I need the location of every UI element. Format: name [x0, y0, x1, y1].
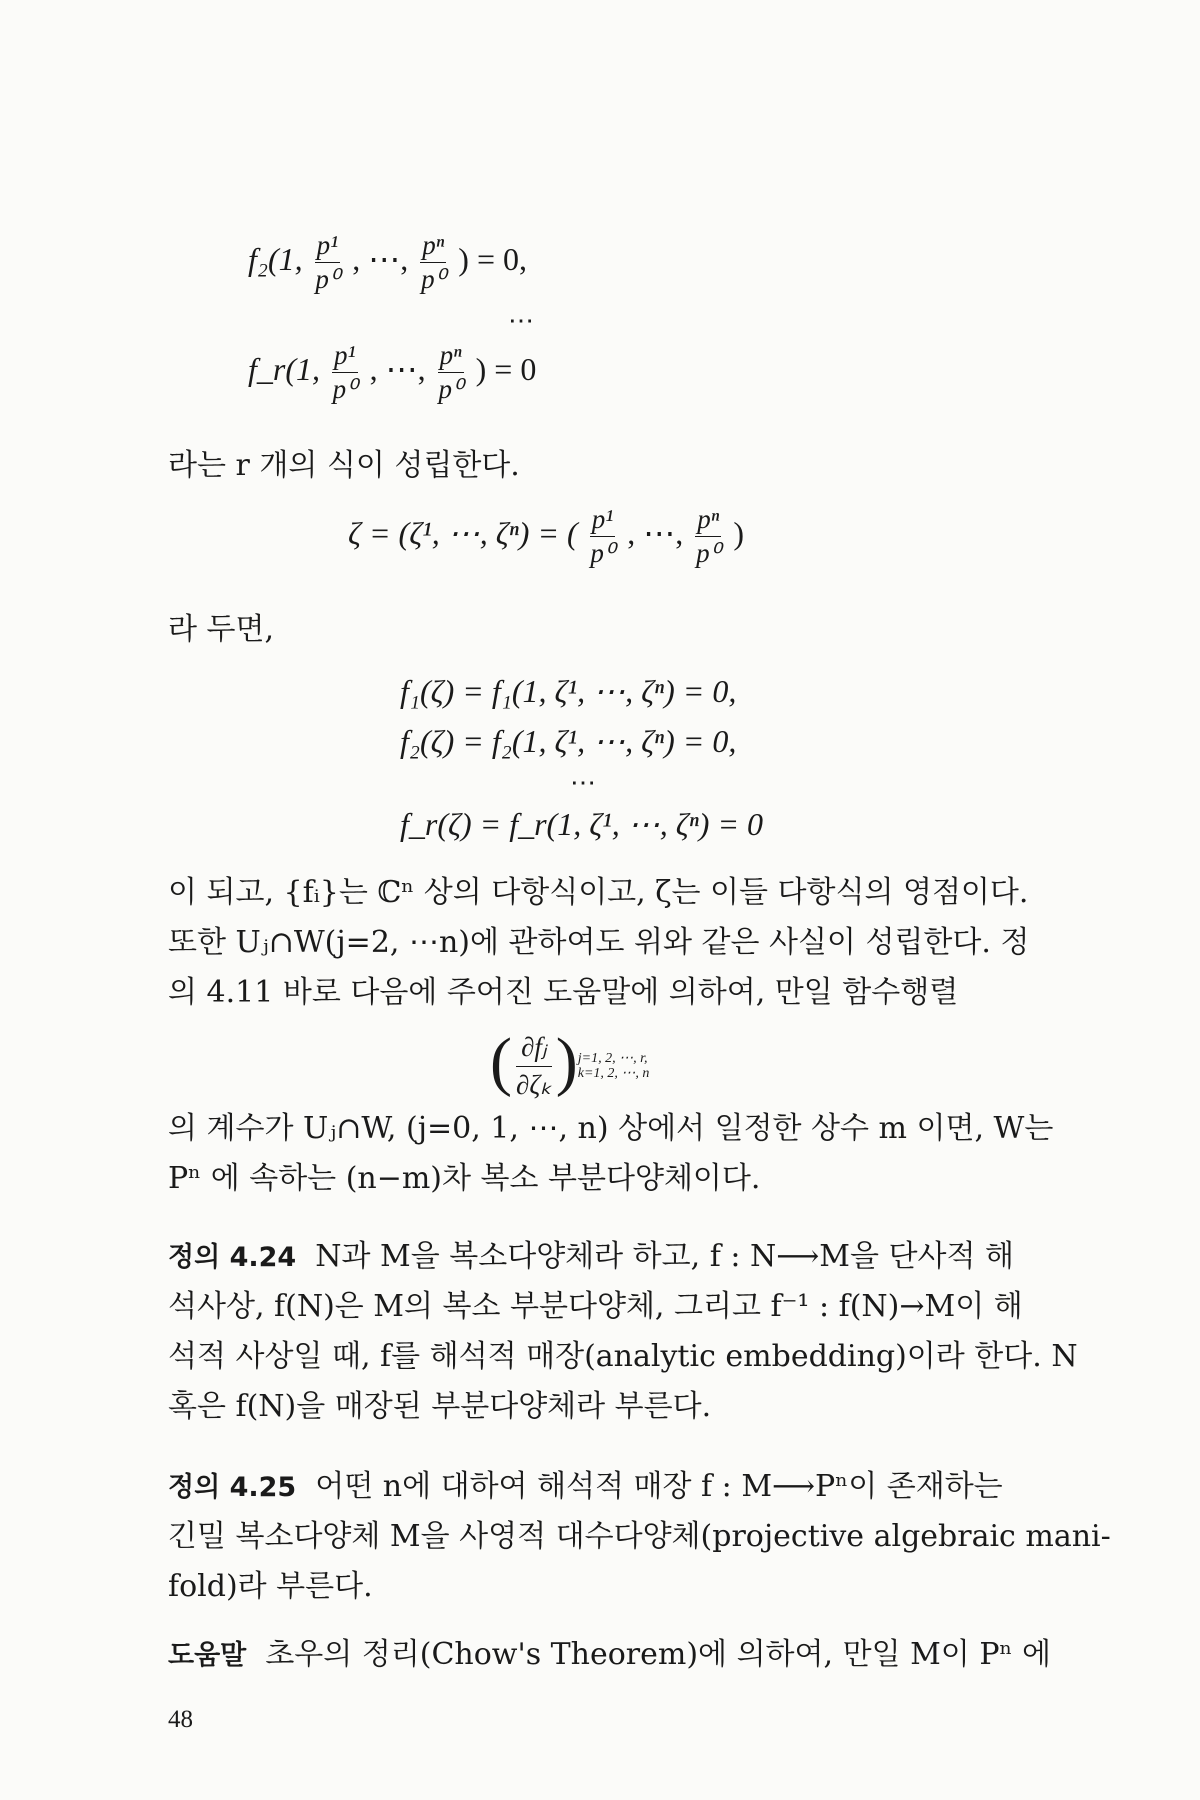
definition-4-25-line-2: 긴밀 복소다양체 M을 사영적 대수다양체(projective algebraic mani- — [168, 1519, 1111, 1554]
definition-4-24-line-1: 정의 4.24 N과 M을 복소다양체라 하고, f : N⟶M을 단사적 해 — [168, 1239, 1014, 1274]
text-paragraph-1: 라는 r 개의 식이 성립한다. — [168, 448, 520, 483]
definition-label: 정의 4.24 — [168, 1242, 297, 1273]
definition-4-24-line-4: 혹은 f(N)을 매장된 부분다양체라 부른다. — [168, 1389, 712, 1424]
fraction: $\frac{\text{p¹}}{\text{p⁰}}$ — [590, 504, 615, 568]
definition-4-24-line-3: 석적 사상일 때, f를 해석적 매장(analytic embedding)이라 한다. N — [168, 1339, 1078, 1374]
fraction: $\frac{\text{pⁿ}}{\text{p⁰}}$ — [696, 504, 721, 568]
fraction: $\frac{\text{p¹}}{\text{p⁰}}$ — [332, 340, 357, 404]
text-paragraph-3-line-3: 의 4.11 바로 다음에 주어진 도움말에 의하여, 만일 함수행렬 — [168, 975, 959, 1010]
system-line-4: f_r(ζ) = f_r(1, ζ¹, ⋯, ζⁿ) = 0 — [400, 806, 764, 842]
system-ellipsis: ⋯ — [570, 768, 598, 798]
text-paragraph-2: 라 두면, — [168, 612, 275, 647]
remark-label: 도움말 — [168, 1640, 247, 1671]
definition-4-24-line-2: 석사상, f(N)은 M의 복소 부분다양체, 그리고 f⁻¹ : f(N)→M이 해 — [168, 1289, 1023, 1324]
jacobian-matrix: ( $\frac{\text{∂fⱼ}}{\text{∂ζₖ}}$ )j=1, 2, ⋯, r, k=1, 2, ⋯, n — [490, 1025, 650, 1100]
matrix-index: j=1, 2, ⋯, r, k=1, 2, ⋯, n — [577, 1050, 650, 1081]
definition-4-25-line-1: 정의 4.25 어떤 n에 대하여 해석적 매장 f : M⟶Pⁿ이 존재하는 — [168, 1469, 1003, 1504]
fraction: $\frac{\text{pⁿ}}{\text{p⁰}}$ — [421, 230, 446, 294]
text-paragraph-4-line-2: Pⁿ 에 속하는 (n−m)차 복소 부분다양체이다. — [168, 1161, 761, 1196]
fraction: $\frac{\text{pⁿ}}{\text{p⁰}}$ — [438, 340, 463, 404]
system-line-1: f₁(ζ) = f₁(1, ζ¹, ⋯, ζⁿ) = 0, — [400, 673, 737, 709]
text-paragraph-4-line-1: 의 계수가 Uⱼ∩W, (j=0, 1, ⋯, n) 상에서 일정한 상수 m 이면, W는 — [168, 1111, 1054, 1146]
remark-line: 도움말 초우의 정리(Chow's Theorem)에 의하여, 만일 M이 Pⁿ 에 — [168, 1637, 1051, 1672]
definition-label: 정의 4.25 — [168, 1472, 297, 1503]
text-paragraph-3-line-1: 이 되고, {fᵢ}는 ℂⁿ 상의 다항식이고, ζ는 이들 다항식의 영점이다. — [168, 875, 1029, 910]
text-paragraph-3-line-2: 또한 Uⱼ∩W(j=2, ⋯n)에 관하여도 위와 같은 사실이 성립한다. 정 — [168, 925, 1030, 960]
equation-f2: f₂(1, $\frac{\text{p¹}}{\text{p⁰}}$ , ⋯, $\frac{\text{pⁿ}}{\text{p⁰}}$ ) = 0, — [248, 230, 527, 294]
definition-4-25-line-3: fold)라 부른다. — [168, 1569, 373, 1604]
equation-zeta: ζ = (ζ¹, ⋯, ζⁿ) = ( $\frac{\text{p¹}}{\text{p⁰}}$ , ⋯, $\frac{\text{pⁿ}}{\text{p⁰}}$ ) — [348, 504, 744, 568]
vertical-ellipsis: ⋯ — [508, 306, 536, 336]
fraction: $\frac{\text{p¹}}{\text{p⁰}}$ — [315, 230, 340, 294]
page-number: 48 — [168, 1706, 193, 1733]
system-line-2: f₂(ζ) = f₂(1, ζ¹, ⋯, ζⁿ) = 0, — [400, 723, 737, 759]
equation-fr: f_r(1, $\frac{\text{p¹}}{\text{p⁰}}$ , ⋯, $\frac{\text{pⁿ}}{\text{p⁰}}$ ) = 0 — [248, 340, 537, 404]
